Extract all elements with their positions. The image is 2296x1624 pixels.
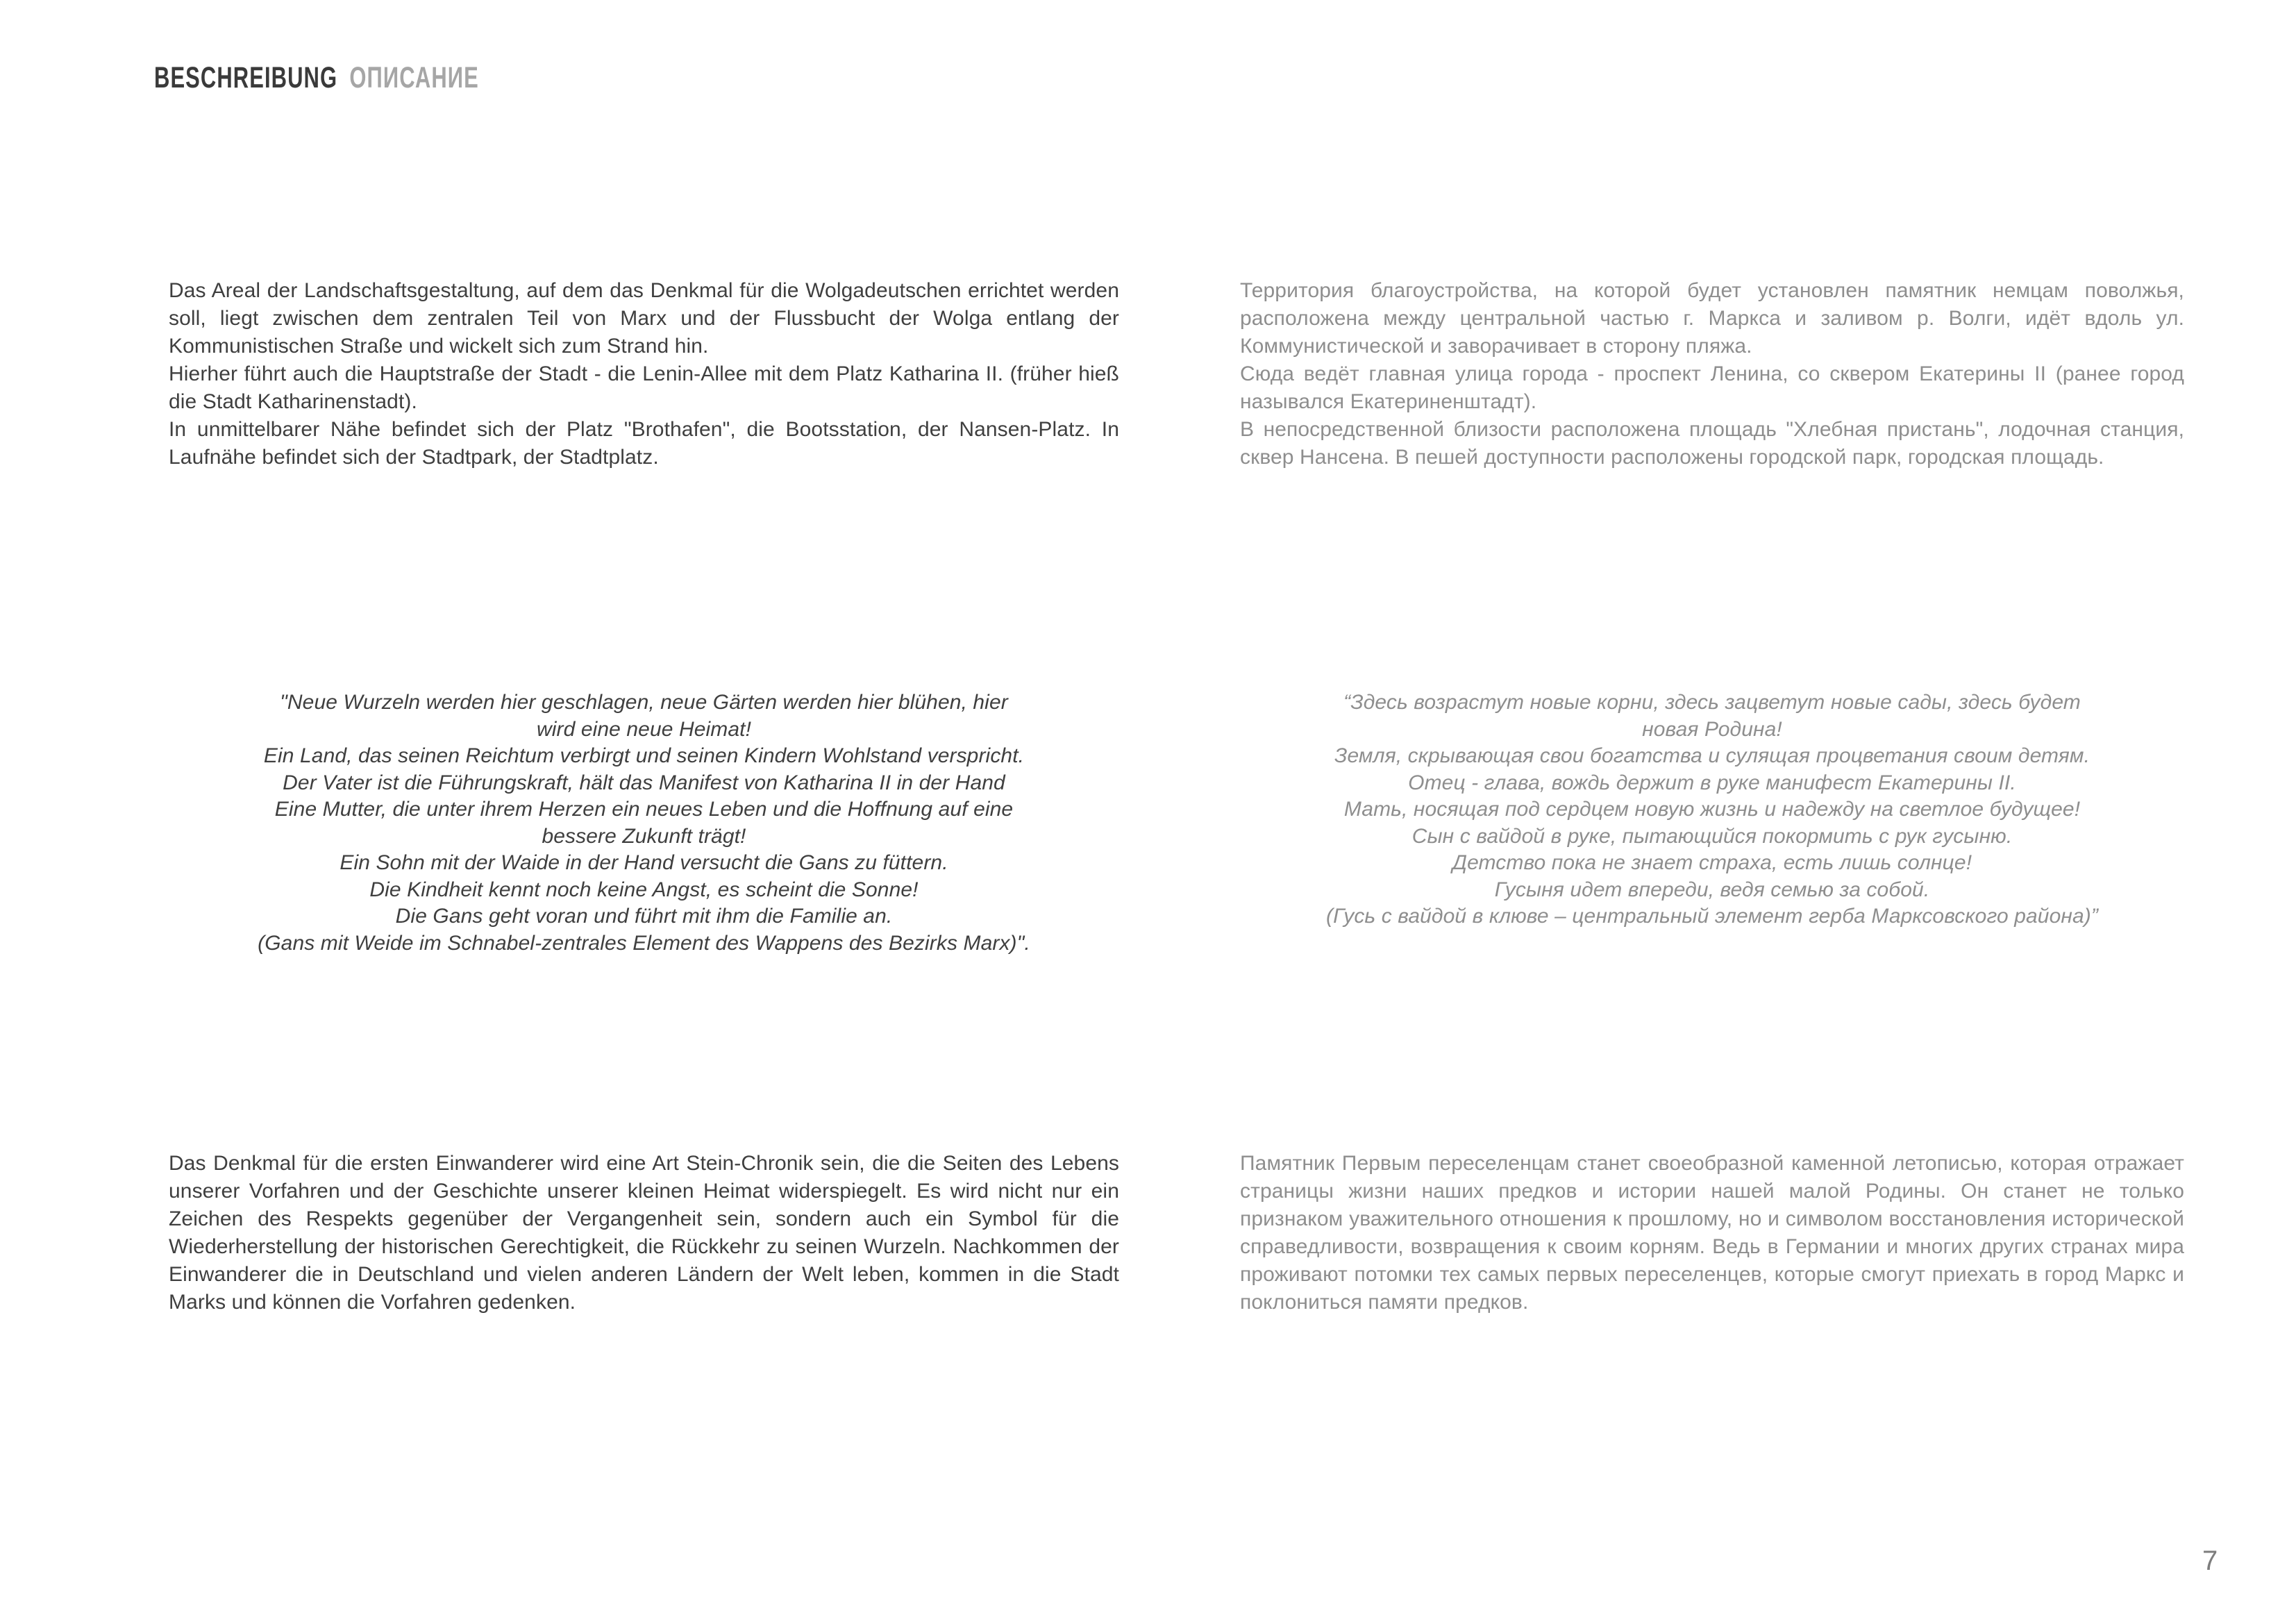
quote-line: Eine Mutter, die unter ihrem Herzen ein neues Leben und die Hoffnung auf eine <box>274 798 1014 821</box>
quote-line: (Gans mit Weide im Schnabel-zentrales Element des Wappens des Bezirks Marx)". <box>258 931 1030 955</box>
quote-line: wird eine neue Heimat! <box>536 717 752 741</box>
quote-line: Der Vater ist die Führungskraft, hält das Manifest von Katharina II in der Hand <box>283 771 1005 794</box>
german-quote-block <box>169 689 1119 957</box>
russian-intro-section <box>1240 277 2184 471</box>
quote-line: (Гусь с вайдой в клюве – центральный элемент герба Марксовского района)” <box>1326 905 2098 928</box>
russian-quote-block <box>1240 689 2184 930</box>
russian-closing-paragraph: Памятник Первым переселенцам станет своеобразной каменной летописью, которая отражает страницы жизни наших предков и истории нашей малой Родины. Он станет не только признаком уважительного отношения к прошлому, но и символом восстановления исторической справедливости, возвращения к своим корням. Ведь в Германии и многих других странах мира проживают потомки тех самых первых переселенцев, которые смогут приехать в город Маркс и поклониться памяти предков. <box>1240 1152 2184 1314</box>
quote-line: Земля, скрывающая свои богатства и сулящая процветания своим детям. <box>1334 744 2090 767</box>
german-intro-paragraph: In unmittelbarer Nähe befindet sich der Platz "Brothafen", die Bootsstation, der Nansen-Platz. In Laufnähe befindet sich der Stadtpark, der Stadtplatz. <box>169 418 1119 469</box>
quote-line: “Здесь возрастут новые корни, здесь зацветут новые сады, здесь будет <box>1343 691 2081 714</box>
quote-line: Детство пока не знает страха, есть лишь солнце! <box>1452 851 1972 874</box>
russian-intro-paragraph: В непосредственной близости расположена площадь "Хлебная пристань", лодочная станция, сквер Нансена. В пешей доступности расположены городской парк, городская площадь. <box>1240 418 2184 469</box>
quote-line: Die Kindheit kennt noch keine Angst, es scheint die Sonne! <box>369 878 919 901</box>
german-intro-paragraph: Das Areal der Landschaftsgestaltung, auf dem das Denkmal für die Wolgadeutschen errichtet werden soll, liegt zwischen dem zentralen Teil von Marx und der Flussbucht der Wolga entlang der Kommunistischen Straße und wickelt sich zum Strand hin. <box>169 279 1119 358</box>
quote-line: Мать, носящая под сердцем новую жизнь и надежду на светлое будущее! <box>1343 798 2081 821</box>
german-intro-paragraph: Hierher führt auch die Hauptstraße der Stadt - die Lenin-Allee mit dem Platz Katharina II. (früher hieß die Stadt Katharinenstadt). <box>169 362 1119 413</box>
quote-line: Ein Land, das seinen Reichtum verbirgt und seinen Kindern Wohlstand verspricht. <box>263 744 1025 767</box>
quote-line: новая Родина! <box>1642 717 1782 741</box>
header-title-russian: ОПИСАНИЕ <box>349 61 479 94</box>
quote-line: "Neue Wurzeln werden hier geschlagen, neue Gärten werden hier blühen, hier <box>280 691 1008 714</box>
quote-line: Гусыня идет впереди, ведя семью за собой. <box>1494 878 1930 901</box>
page-number: 7 <box>2202 1546 2218 1576</box>
russian-closing-section <box>1240 1150 2184 1316</box>
quote-line: bessere Zukunft trägt! <box>542 824 746 848</box>
russian-intro-paragraph: Территория благоустройства, на которой будет установлен памятник немцам поволжья, расположена между центральной частью г. Маркса и заливом р. Волги, идёт вдоль ул. Коммунистической и заворачивает в сторону пляжа. <box>1240 279 2184 358</box>
quote-line: Die Gans geht voran und führt mit ihm die Familie an. <box>395 905 893 928</box>
german-closing-paragraph: Das Denkmal für die ersten Einwanderer wird eine Art Stein-Chronik sein, die die Seiten des Lebens unserer Vorfahren und der Geschichte unserer kleinen Heimat widerspiegelt. Es wird nicht nur ein Zeichen des Respekts gegenüber der Vergangenheit sein, sondern auch ein Symbol für die Wiederherstellung der historischen Gerechtigkeit, die Rückkehr zu seinen Wurzeln. Nachkommen der Einwanderer die in Deutschland und vielen anderen Ländern der Welt leben, kommen in die Stadt Marks und können die Vorfahren gedenken. <box>169 1152 1119 1314</box>
german-closing-section <box>169 1150 1119 1316</box>
page-header <box>154 61 479 95</box>
quote-line: Отец - глава, вождь держит в руке манифест Екатерины II. <box>1408 771 2016 794</box>
russian-intro-paragraph: Сюда ведёт главная улица города - проспект Ленина, со сквером Екатерины II (ранее город назывался Екатериненштадт). <box>1240 362 2184 413</box>
german-intro-section <box>169 277 1119 471</box>
quote-line: Ein Sohn mit der Waide in der Hand versucht die Gans zu füttern. <box>340 851 948 874</box>
quote-line: Сын с вайдой в руке, пытающийся покормить с рук гусыню. <box>1411 824 2013 848</box>
header-title-german: BESCHREIBUNG <box>154 61 338 94</box>
